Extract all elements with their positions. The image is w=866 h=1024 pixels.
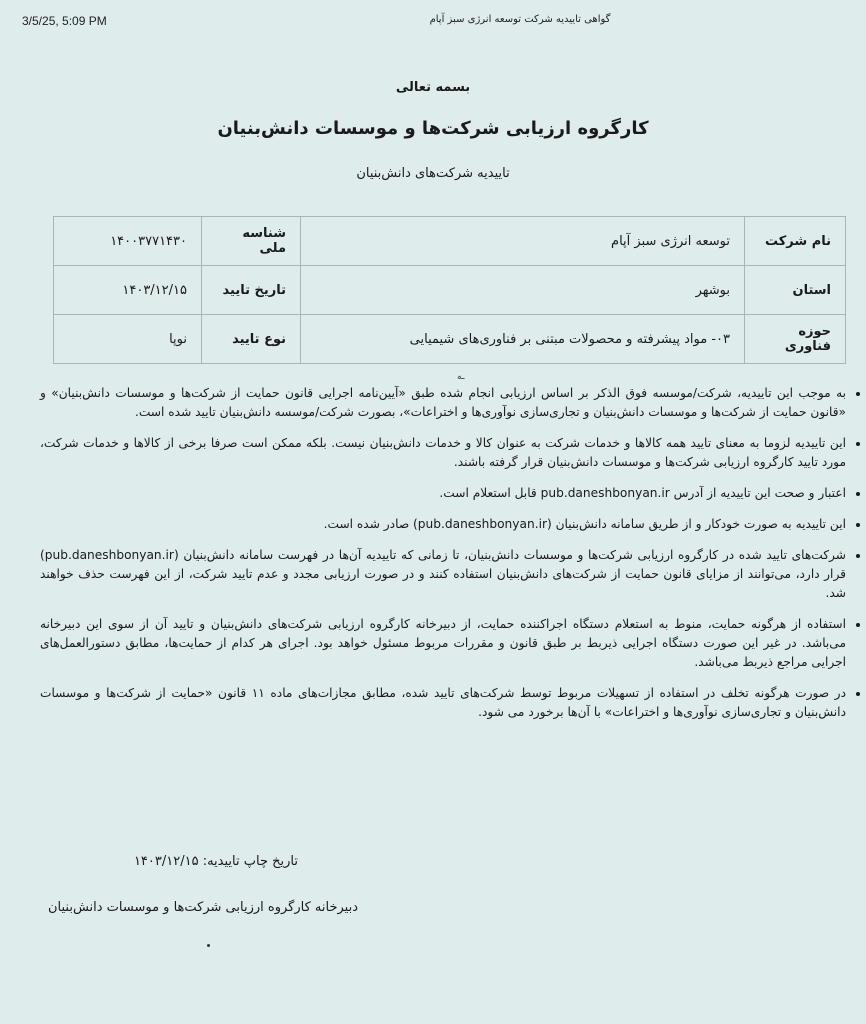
info-value: ۱۴۰۳/۱۲/۱۵ [54,266,202,315]
note-item: • این تاییدیه لزوما به معنای تایید همه کالاها و خدمات شرکت به عنوان کالا و خدمات دانش‌بنیان نیست. بلکه ممکن است صرفا برخی از کالاها و خدمات شرکت، مورد تایید کارگروه ارزیابی شرکت‌ها و موسسات دانش‌بنیان قرار گرفته باشند. [40,434,846,472]
note-item: • شرکت‌های تایید شده در کارگروه ارزیابی شرکت‌ها و موسسات دانش‌بنیان، تا زمانی که تاییدیه آن‌ها در فهرست سامانه دانش‌بنیان (pub.daneshbonyan.ir) قرار دارد، می‌توانند از مزایای قانون حمایت از شرکت‌های دانش‌بنیان استفاده کنند و در صورت ارزیابی مجدد و عدم تایید شرکت، از این فهرست حذف خواهند شد. [40,546,846,603]
info-value: بوشهر [301,266,745,315]
note-item: • این تاییدیه به صورت خودکار و از طریق سامانه دانش‌بنیان (pub.daneshbonyan.ir) صادر شده است. [40,515,846,534]
info-label: نام شرکت [745,217,846,266]
info-label: استان [745,266,846,315]
info-label: شناسه ملی [202,217,301,266]
note-item: • استفاده از هرگونه حمایت، منوط به استعلام دستگاه اجراکننده حمایت، از دبیرخانه کارگروه ارزیابی شرکت‌های دانش‌بنیان و تایید آن از سوی این دبیرخانه می‌باشد. در غیر این صورت دستگاه اجرایی ذیربط بر طبق قانون و مقررات مربوط مسئول خواهد بود. اجرای هر کدام از حمایت‌ها، مطابق دستورالعمل‌های اجرایی مراجع ذیربط می‌باشد. [40,615,846,672]
page-title: کارگروه ارزیابی شرکت‌ها و موسسات دانش‌بنیان [217,118,649,139]
info-label: حوزه فناوری [745,315,846,364]
print-date-time: 3/5/25, 5:09 PM [22,14,107,28]
notes-list [40,384,864,734]
ink-dot [207,944,210,947]
info-row [54,266,846,315]
page-subtitle: تاییدیه شرکت‌های دانش‌بنیان [356,166,510,181]
basmala: بسمه تعالی [395,80,471,95]
footer-organization: دبیرخانه کارگروه ارزیابی شرکت‌ها و موسسات دانش‌بنیان [47,900,358,915]
info-label: نوع تایید [202,315,301,364]
print-header-title: گواهی تاییدیه شرکت توسعه انرژی سبز آپام [429,14,611,25]
info-value: توسعه انرژی سبز آپام [301,217,745,266]
small-mark: ـه [457,372,465,382]
footer-print-date: تاریخ چاپ تاییدیه: ۱۴۰۳/۱۲/۱۵ [133,854,298,869]
info-value: ۱۴۰۰۳۷۷۱۴۳۰ [54,217,202,266]
company-info-table [53,216,846,364]
note-item: • اعتبار و صحت این تاییدیه از آدرس pub.daneshbonyan.ir قابل استعلام است. [40,484,846,503]
note-item: • در صورت هرگونه تخلف در استفاده از تسهیلات مربوط توسط شرکت‌های تایید شده، مطابق مجازات‌های ماده ۱۱ قانون «حمایت از شرکت‌ها و موسسات دانش‌بنیان و تجاری‌سازی نوآوری‌ها و اختراعات» با آن‌ها برخورد می شود. [40,684,846,722]
info-value: نوپا [54,315,202,364]
info-label: تاریخ تایید [202,266,301,315]
note-item: • به موجب این تاییدیه، شرکت/موسسه فوق الذکر بر اساس ارزیابی انجام شده طبق «آیین‌نامه اجرایی قانون حمایت از شرکت‌ها و موسسات دانش‌بنیان» و «قانون حمایت از شرکت‌ها و موسسات دانش‌بنیان و تجاری‌سازی نوآوری‌ها و اختراعات»، بصورت شرکت/موسسه دانش‌بنیان تایید شده است. [40,384,846,422]
info-value: ۰۳- مواد پیشرفته و محصولات مبتنی بر فناوری‌های شیمیایی [301,315,745,364]
info-row [54,315,846,364]
info-row [54,217,846,266]
